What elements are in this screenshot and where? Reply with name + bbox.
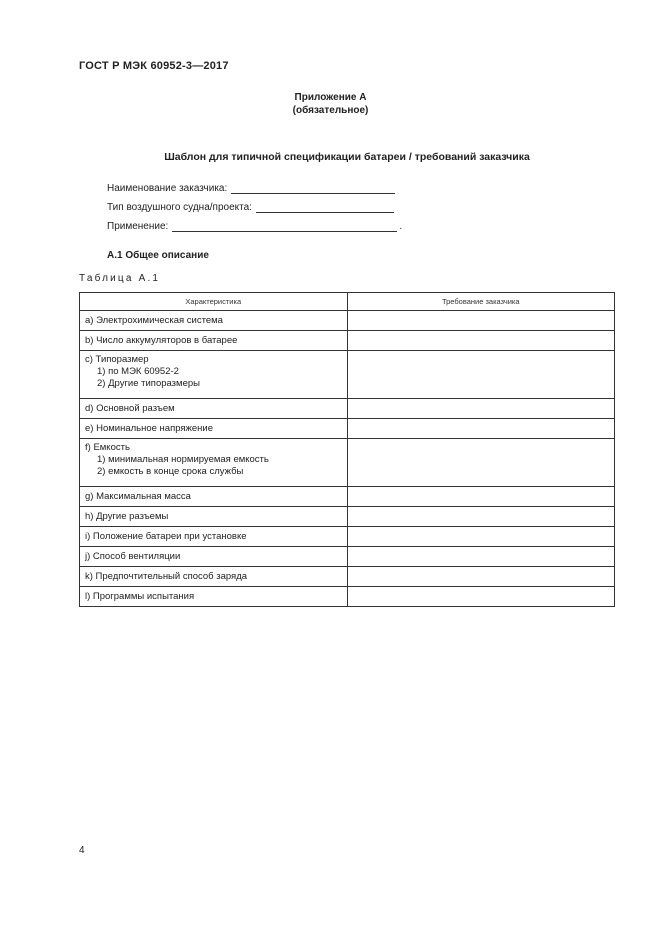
header-characteristic: Характеристика: [80, 293, 348, 311]
row-sublabel: 2) Другие типоразмеры: [97, 378, 200, 389]
row-label: a) Электрохимическая система: [80, 311, 348, 331]
application-label: Применение:: [107, 221, 169, 232]
table-row: [80, 487, 615, 507]
aircraft-type-label: Тип воздушного судна/проекта:: [107, 202, 252, 213]
application-period: .: [399, 221, 403, 232]
row-label: j) Способ вентиляции: [80, 547, 348, 567]
row-label: d) Основной разъем: [80, 399, 348, 419]
table-row: [80, 507, 615, 527]
row-label: l) Программы испытания: [80, 587, 348, 607]
row-label: k) Предпочтительный способ заряда: [80, 567, 348, 587]
table-caption: Таблица А.1: [79, 273, 161, 284]
requirement-cell[interactable]: [347, 399, 615, 419]
row-label: f) Емкость: [85, 442, 130, 453]
table-row: [80, 419, 615, 439]
requirement-cell[interactable]: [347, 547, 615, 567]
row-label: h) Другие разъемы: [80, 507, 348, 527]
table-row: [80, 567, 615, 587]
customer-name-row: [107, 183, 395, 194]
customer-name-label: Наименование заказчика:: [107, 183, 228, 194]
template-title: Шаблон для типичной спецификации батареи / требований заказчика: [164, 151, 530, 163]
requirement-cell[interactable]: [347, 419, 615, 439]
row-label-group: [80, 439, 348, 487]
document-code: ГОСТ Р МЭК 60952-3—2017: [79, 60, 229, 72]
page-number: 4: [79, 845, 85, 856]
requirements-table: [79, 292, 615, 607]
table-header-row: [80, 293, 615, 311]
requirement-cell[interactable]: [347, 587, 615, 607]
requirement-cell[interactable]: [347, 527, 615, 547]
table-row: [80, 331, 615, 351]
table-row: [80, 311, 615, 331]
row-label: i) Положение батареи при установке: [80, 527, 348, 547]
customer-name-field[interactable]: [231, 183, 395, 194]
appendix-title: Приложение А: [294, 92, 367, 103]
requirement-cell[interactable]: [347, 567, 615, 587]
row-label: g) Максимальная масса: [80, 487, 348, 507]
row-label: c) Типоразмер: [85, 354, 149, 365]
requirement-cell[interactable]: [347, 487, 615, 507]
application-field[interactable]: [172, 221, 397, 232]
header-customer-requirement: Требование заказчика: [347, 293, 615, 311]
table-row: [80, 547, 615, 567]
requirement-cell[interactable]: [347, 311, 615, 331]
requirement-cell[interactable]: [347, 331, 615, 351]
row-sublabel: 1) по МЭК 60952-2: [97, 366, 179, 377]
table-row: [80, 399, 615, 419]
aircraft-type-field[interactable]: [256, 202, 394, 213]
row-sublabel: 1) минимальная нормируемая емкость: [97, 454, 269, 465]
table-row: [80, 351, 615, 399]
row-label-group: [80, 351, 348, 399]
table-row: [80, 527, 615, 547]
aircraft-type-row: [107, 202, 394, 213]
row-label: e) Номинальное напряжение: [80, 419, 348, 439]
section-heading: А.1 Общее описание: [107, 250, 209, 261]
requirement-cell[interactable]: [347, 439, 615, 487]
appendix-status: (обязательное): [292, 105, 369, 116]
table-row: [80, 439, 615, 487]
requirement-cell[interactable]: [347, 507, 615, 527]
application-row: [107, 221, 402, 232]
row-sublabel: 2) емкость в конце срока службы: [97, 466, 244, 477]
table-row: [80, 587, 615, 607]
row-label: b) Число аккумуляторов в батарее: [80, 331, 348, 351]
requirement-cell[interactable]: [347, 351, 615, 399]
